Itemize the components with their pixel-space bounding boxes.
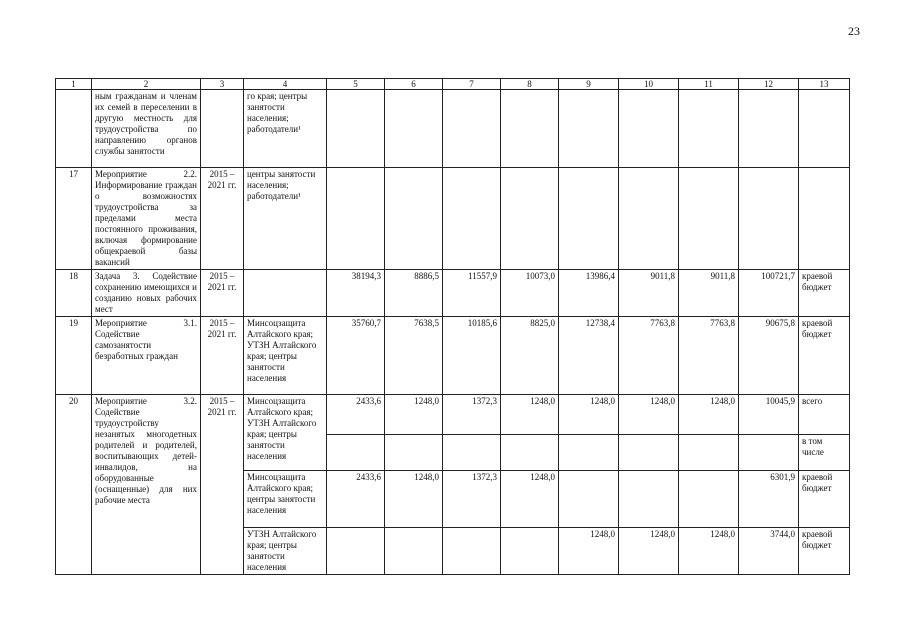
table-row [56,317,850,395]
value-cell: 7763,8 [619,317,679,395]
value-cell: 2433,6 [327,395,385,435]
value-cell [443,528,501,575]
period [201,90,244,168]
executors: го края; центры занятости населения; работодатели¹ [244,90,327,168]
value-cell [385,528,443,575]
value-cell [443,90,501,168]
value-cell: 8825,0 [501,317,559,395]
measure-name: Мероприятие 3.1. Содействие самозанятости безработных граждан [92,317,201,395]
value-cell: 90675,8 [739,317,799,395]
table-row [56,168,850,270]
column-header: 6 [385,79,443,90]
executors: Минсоцзащита Алтайского края; центры занятости населения [244,471,327,528]
value-cell: 38194,3 [327,270,385,317]
period: 2015 – 2021 гг. [201,270,244,317]
column-header: 5 [327,79,385,90]
value-cell: 1248,0 [679,395,739,435]
value-cell [559,90,619,168]
funding-source: краевой бюджет [799,317,850,395]
column-header: 4 [244,79,327,90]
executors [244,270,327,317]
value-cell [385,435,443,471]
funding-source: краевой бюджет [799,528,850,575]
column-header: 2 [92,79,201,90]
measure-name: ным гражданам и членам их семей в переселении в другую местность для трудоустройства по направлению органов службы занятости [92,90,201,168]
value-cell [619,168,679,270]
table-row [56,395,850,435]
executors: Минсоцзащита Алтайского края; УТЗН Алтайского края; центры занятости населения [244,395,327,471]
row-number: 18 [56,270,92,317]
value-cell [501,90,559,168]
column-header: 1 [56,79,92,90]
value-cell: 12738,4 [559,317,619,395]
value-cell [559,168,619,270]
value-cell: 10073,0 [501,270,559,317]
funding-source: в том числе [799,435,850,471]
value-cell [679,90,739,168]
value-cell [327,90,385,168]
measure-name: Мероприятие 2.2. Информирование граждан о возможностях трудоустройства за пределами места постоянного проживания, включая формирование общекраевой базы вакансий [92,168,201,270]
column-header: 12 [739,79,799,90]
value-cell: 8886,5 [385,270,443,317]
value-cell: 3744,0 [739,528,799,575]
period: 2015 – 2021 гг. [201,317,244,395]
value-cell [619,435,679,471]
value-cell: 1248,0 [559,395,619,435]
column-number-row [56,79,850,90]
value-cell: 1248,0 [559,528,619,575]
column-header: 13 [799,79,850,90]
value-cell [501,435,559,471]
value-cell: 9011,8 [679,270,739,317]
value-cell: 35760,7 [327,317,385,395]
measure-name: Мероприятие 3.2. Содействие трудоустройству незанятых многодетных родителей и родителей, воспитывающих детей-инвалидов, на оборудованные (оснащенные) для них рабочие места [92,395,201,575]
value-cell: 10185,6 [443,317,501,395]
value-cell [501,528,559,575]
value-cell [443,168,501,270]
row-number: 17 [56,168,92,270]
value-cell: 1248,0 [385,471,443,528]
executors: центры занятости населения; работодатели¹ [244,168,327,270]
value-cell: 1248,0 [501,395,559,435]
page-number: 23 [848,24,860,38]
value-cell: 2433,6 [327,471,385,528]
executors: Минсоцзащита Алтайского края; УТЗН Алтайского края; центры занятости населения [244,317,327,395]
period: 2015 – 2021 гг. [201,395,244,575]
value-cell [619,90,679,168]
funding-source: краевой бюджет [799,270,850,317]
value-cell: 9011,8 [619,270,679,317]
table-row [56,270,850,317]
measure-name: Задача 3. Содействие сохранению имеющихся и созданию новых рабочих мест [92,270,201,317]
column-header: 7 [443,79,501,90]
value-cell: 13986,4 [559,270,619,317]
row-number: 20 [56,395,92,575]
column-header: 11 [679,79,739,90]
value-cell: 6301,9 [739,471,799,528]
value-cell: 1248,0 [501,471,559,528]
value-cell [501,168,559,270]
funding-source: всего [799,395,850,435]
value-cell [679,471,739,528]
value-cell: 100721,7 [739,270,799,317]
funding-source [799,90,850,168]
funding-source: краевой бюджет [799,471,850,528]
funding-source [799,168,850,270]
value-cell: 1248,0 [619,528,679,575]
value-cell [443,435,501,471]
value-cell [559,435,619,471]
value-cell: 11557,9 [443,270,501,317]
value-cell: 1248,0 [619,395,679,435]
period: 2015 – 2021 гг. [201,168,244,270]
value-cell [679,168,739,270]
value-cell: 1372,3 [443,395,501,435]
value-cell [385,90,443,168]
executors: УТЗН Алтайского края; центры занятости населения [244,528,327,575]
column-header: 9 [559,79,619,90]
value-cell: 1248,0 [385,395,443,435]
value-cell: 1372,3 [443,471,501,528]
value-cell [559,471,619,528]
value-cell: 1248,0 [679,528,739,575]
program-table [55,78,850,575]
column-header: 3 [201,79,244,90]
table-row [56,90,850,168]
column-header: 8 [501,79,559,90]
value-cell [739,435,799,471]
value-cell [327,435,385,471]
value-cell [739,168,799,270]
column-header: 10 [619,79,679,90]
value-cell: 7638,5 [385,317,443,395]
row-number: 19 [56,317,92,395]
value-cell [385,168,443,270]
value-cell [619,471,679,528]
value-cell [327,528,385,575]
value-cell [739,90,799,168]
row-number [56,90,92,168]
value-cell [327,168,385,270]
value-cell: 7763,8 [679,317,739,395]
value-cell [679,435,739,471]
value-cell: 10045,9 [739,395,799,435]
